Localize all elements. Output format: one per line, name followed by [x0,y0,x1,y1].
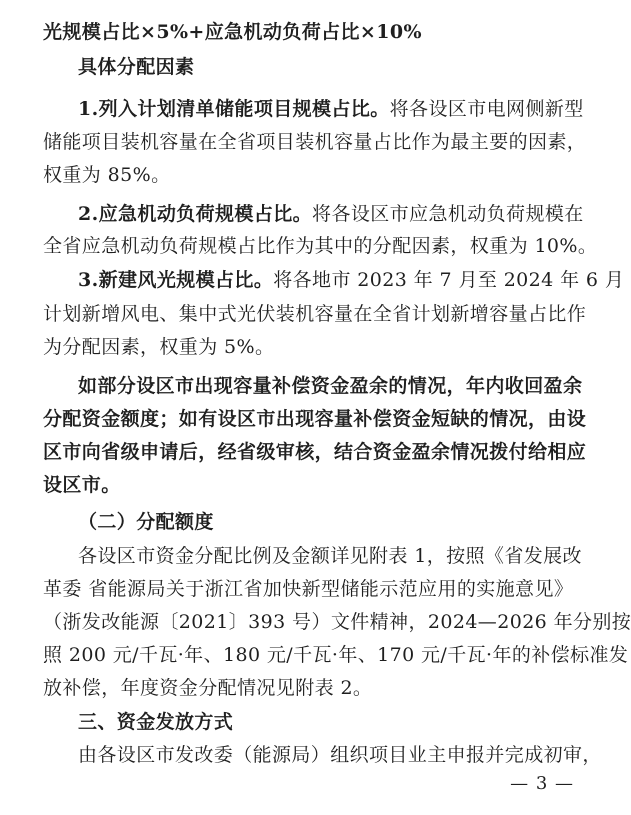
line-17-seg-1: 革委 省能源局关于浙江省加快新型储能示范应用的实施意见》 [43,578,574,600]
line-6-seg-1: 2.应急机动负荷规模占比。 [78,203,313,225]
paragraph-3-line-1 [78,262,625,298]
paragraph-2-line-2 [43,228,598,264]
line-7-seg-1: 全省应急机动负荷规模占比作为其中的分配因素，权重为 10%。 [43,235,598,257]
line-20-seg-1: 放补偿，年度资金分配情况见附表 2。 [43,677,373,699]
line-12-seg-1: 分配资金额度；如有设区市出现容量补偿资金短缺的情况，由设 [43,408,587,430]
line-13-seg-1: 区市向省级申请后，经省级审核，结合资金盈余情况拨付给相应 [43,441,587,463]
paragraph-5-line-5 [43,670,588,706]
line-21-seg-1: 三、资金发放方式 [78,711,234,733]
paragraph-3-line-3 [43,329,588,365]
line-16-seg-1: 各设区市资金分配比例及金额详见附表 1，按照《省发展改 [78,545,582,567]
paragraph-2-line-1 [78,196,588,232]
line-18-seg-1: （浙发改能源〔2021〕393 号）文件精神，2024—2026 年分别按 [43,611,631,633]
line-5-seg-1: 权重为 85%。 [43,164,171,186]
line-9-seg-1: 计划新增风电、集中式光伏装机容量在全省计划新增容量占比作 [43,303,587,325]
paragraph-5-line-2 [43,571,588,607]
line-10-seg-1: 为分配因素，权重为 5%。 [43,336,275,358]
line-19-seg-1: 照 200 元/千瓦·年、180 元/千瓦·年、170 元/千瓦·年的补偿标准发 [43,644,629,666]
paragraph-5-line-4 [43,637,629,673]
line-15-seg-1: （二）分配额度 [78,511,214,533]
paragraph-4-line-3 [43,434,588,470]
paragraph-5-line-1 [78,538,588,574]
line-1-seg-1: 光规模占比×5%+应急机动负荷占比×10% [43,21,422,43]
paragraph-1-line-3 [43,157,588,193]
section-heading-allocation-factors [78,49,578,85]
line-6-seg-2: 将各设区市应急机动负荷规模在 [312,203,584,225]
line-8-seg-1: 3.新建风光规模占比。 [78,269,274,291]
section-heading-disbursement-method [78,704,578,740]
line-14-seg-1: 设区市。 [43,474,121,496]
line-8-seg-2: 将各地市 2023 年 7 月至 2024 年 6 月 [273,269,625,291]
line-2-seg-1: 具体分配因素 [78,56,195,78]
section-heading-allocation-amount [78,504,578,540]
line-3-seg-2: 将各设区市电网侧新型 [389,98,584,120]
line-3-seg-1: 1.列入计划清单储能项目规模占比。 [78,98,390,120]
paragraph-4-line-4 [43,467,588,503]
paragraph-5-line-3 [43,604,631,640]
line-11-seg-1: 如部分设区市出现容量补偿资金盈余的情况，年内收回盈余 [78,375,583,397]
page-number: — 3 — [510,773,574,794]
paragraph-1-line-1 [78,91,588,127]
paragraph-4-line-2 [43,401,588,437]
text-line-1 [43,14,583,50]
paragraph-3-line-2 [43,296,588,332]
line-22-seg-1: 由各设区市发改委（能源局）组织项目业主申报并完成初审， [78,744,602,766]
paragraph-1-line-2 [43,124,588,160]
paragraph-4-line-1 [78,368,588,404]
line-4-seg-1: 储能项目装机容量在全省项目装机容量占比作为最主要的因素， [43,131,587,153]
